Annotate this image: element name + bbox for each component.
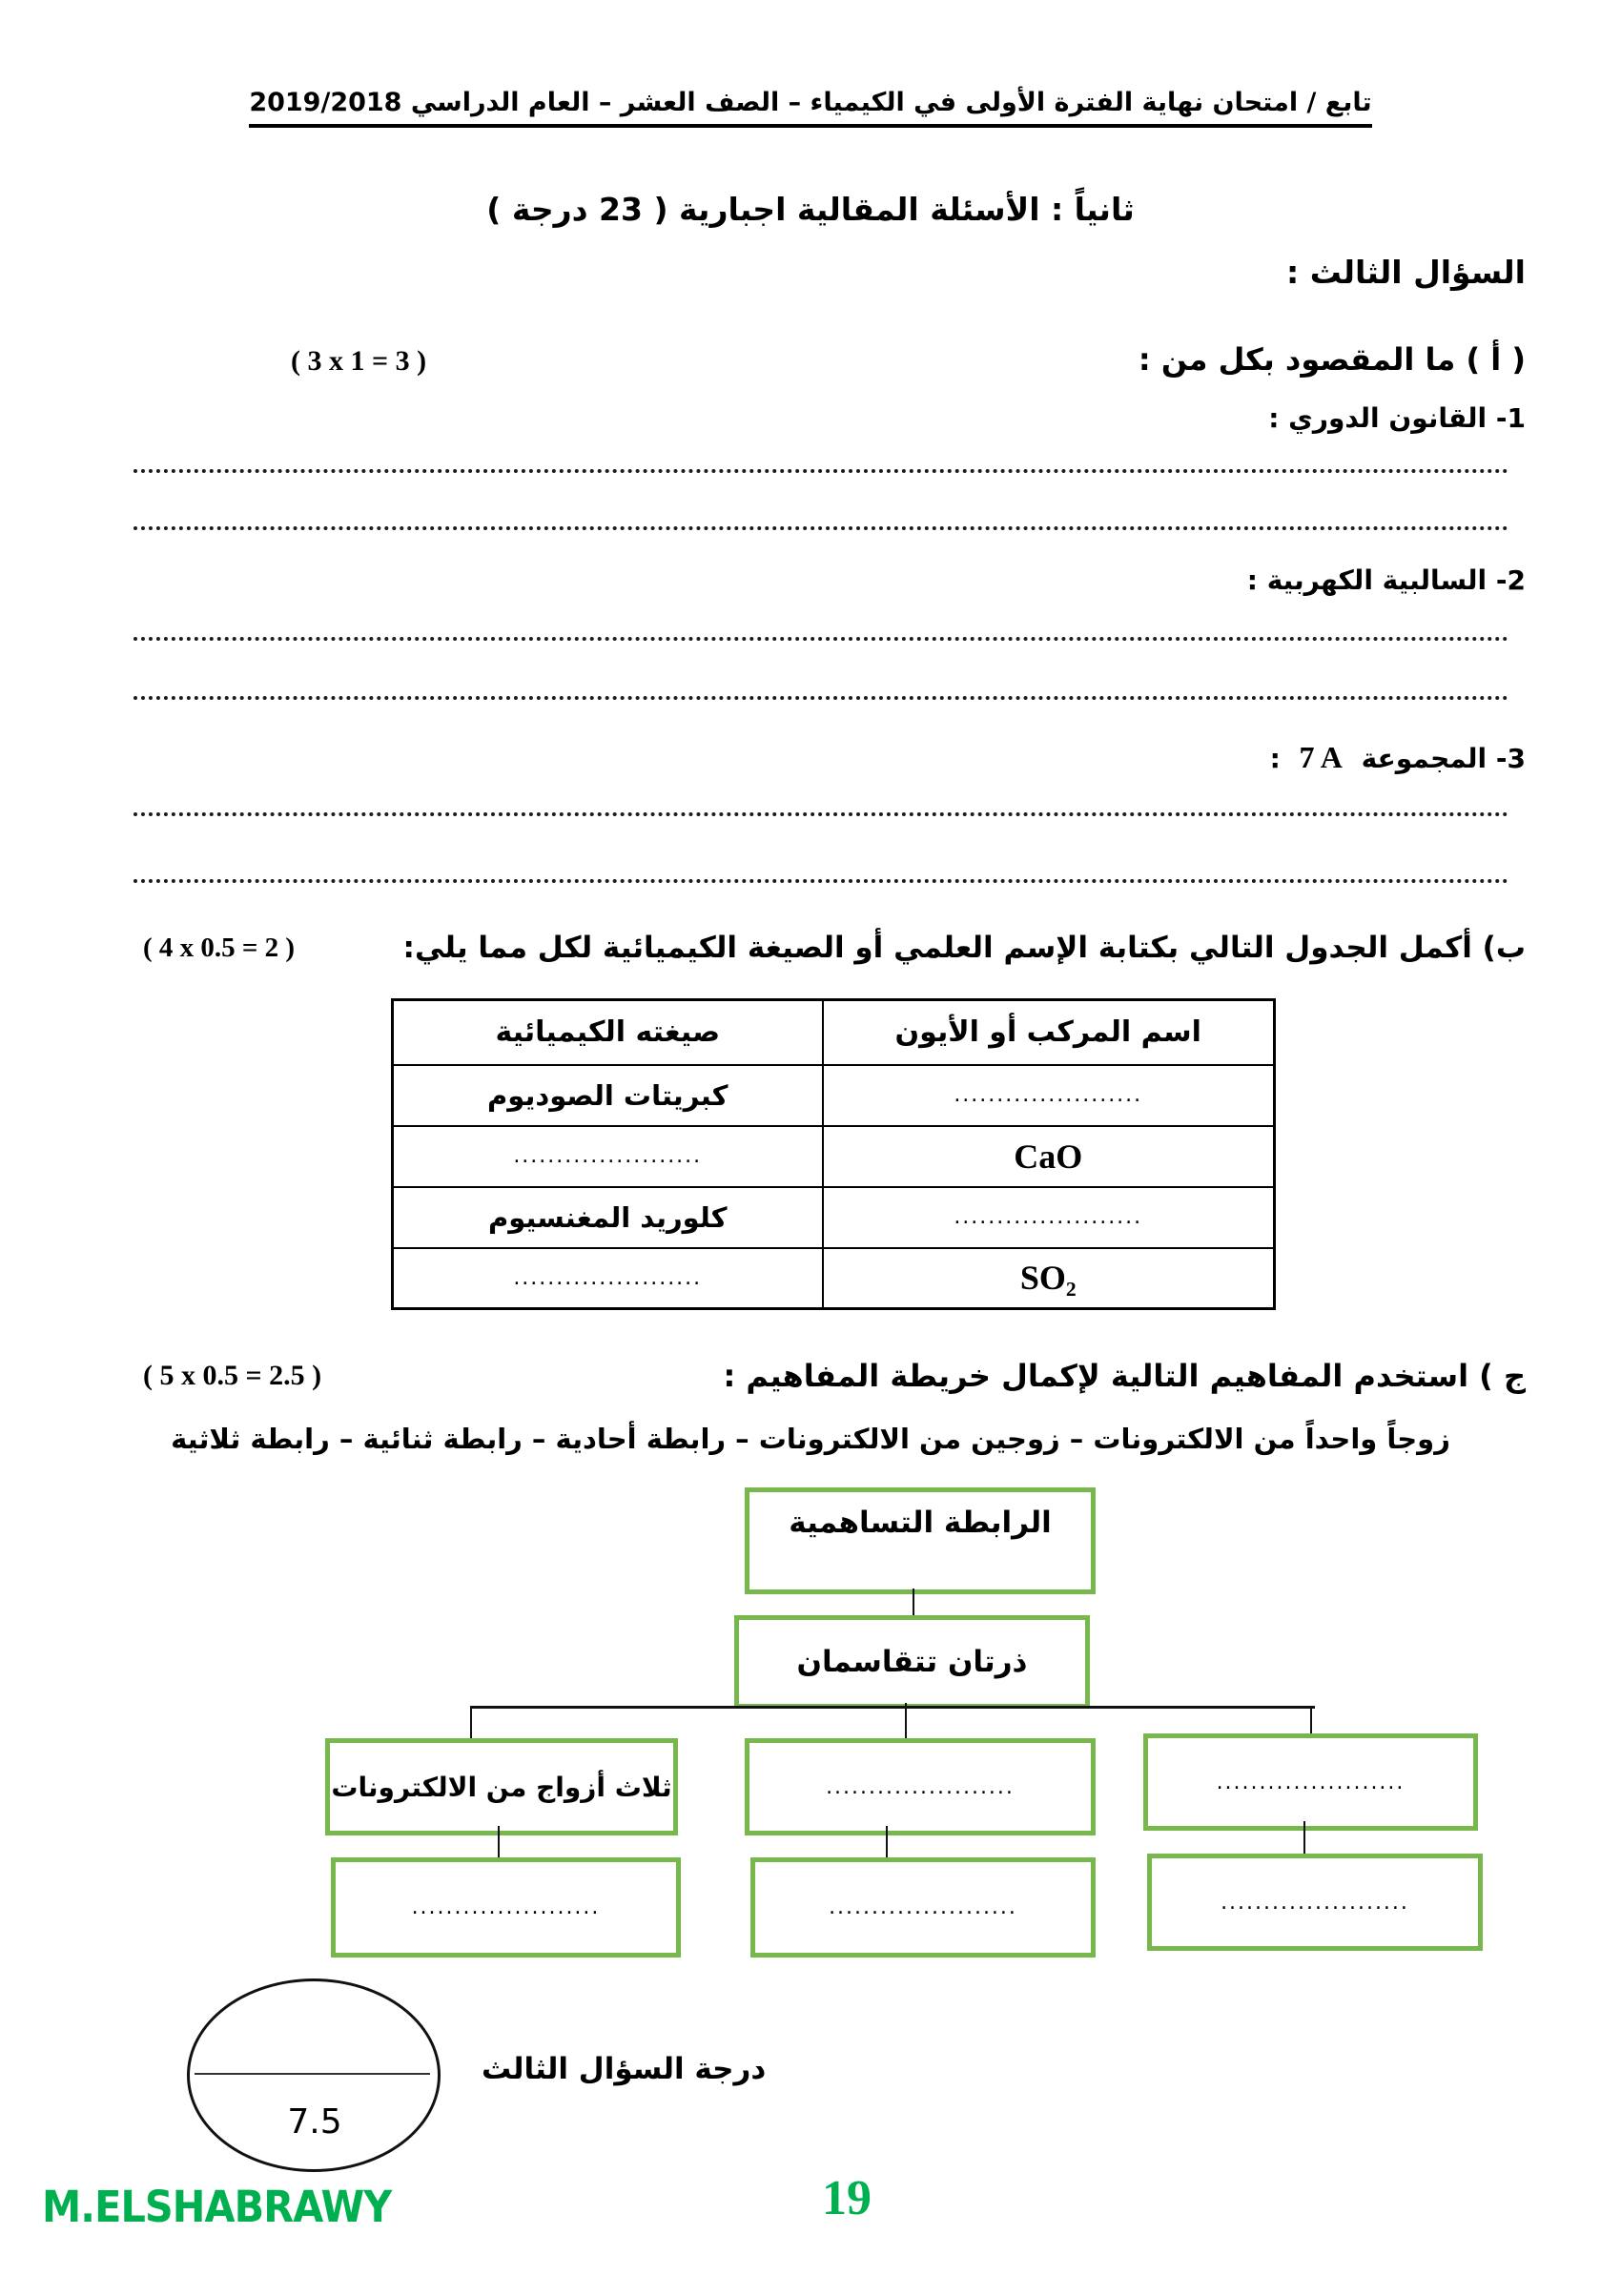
answer-line — [133, 637, 1508, 641]
connector-line — [498, 1826, 500, 1857]
map-leaf-1-blank: ...................... — [411, 1896, 601, 1919]
part-c-heading: ج ) استخدم المفاهيم التالية لإكمال خريطة المفاهيم : — [723, 1358, 1526, 1394]
part-a-item-1: 1- القانون الدوري : — [1268, 402, 1526, 434]
formula-cell: ...................... — [393, 1248, 823, 1309]
map-leaf-2-blank: ...................... — [829, 1896, 1017, 1919]
author-watermark: M.ELSHABRAWY — [42, 2182, 392, 2232]
score-circle-divider — [195, 2073, 430, 2075]
answer-line — [133, 879, 1508, 883]
map-child-box — [734, 1615, 1090, 1709]
table-row — [393, 1126, 1275, 1187]
map-root-label: الرابطة التساهمية — [789, 1506, 1052, 1540]
table-row — [393, 1187, 1275, 1248]
answer-line — [133, 526, 1508, 530]
item3-group-symbol: 7 A — [1299, 740, 1343, 774]
formula-cell: ...................... — [393, 1126, 823, 1187]
part-b-marks: ( 4 x 0.5 = 2 ) — [143, 932, 296, 963]
table-row — [393, 1065, 1275, 1126]
part-c-heading-row — [143, 1358, 1526, 1394]
map-branch-3-blank: ...................... — [1216, 1770, 1406, 1794]
connector-line — [1303, 1821, 1305, 1857]
compound-table — [391, 998, 1276, 1310]
answer-line — [133, 696, 1508, 700]
answer-line — [133, 812, 1508, 816]
name-cell: SO₂ — [823, 1248, 1275, 1309]
map-leaf-box-3 — [1147, 1854, 1483, 1951]
page-number: 19 — [822, 2171, 872, 2225]
connector-line — [470, 1706, 1315, 1709]
map-root-box — [745, 1487, 1096, 1594]
concepts-list-wrap — [0, 1423, 1621, 1455]
item3-prefix: 3- المجموعة — [1361, 743, 1526, 774]
name-cell: ...................... — [823, 1187, 1275, 1248]
map-branch-box-3 — [1143, 1733, 1478, 1831]
map-child-label: ذرتان تتقاسمان — [796, 1645, 1028, 1679]
name-cell: ...................... — [823, 1065, 1275, 1126]
page-header — [0, 88, 1621, 117]
answer-line — [133, 469, 1508, 473]
formula-cell: كبريتات الصوديوم — [393, 1065, 823, 1126]
map-leaf-box-1 — [331, 1857, 681, 1958]
connector-line — [913, 1589, 914, 1615]
table-header-row — [393, 1000, 1275, 1065]
col-header-name: اسم المركب أو الأيون — [823, 1000, 1275, 1065]
score-value: 7.5 — [287, 2102, 342, 2142]
map-branch-box-1 — [325, 1738, 678, 1835]
header-title: تابع / امتحان نهاية الفترة الأولى في الكيمياء – الصف العشر – العام الدراسي 2019/2018 — [249, 88, 1371, 128]
score-circle — [187, 1978, 441, 2172]
connector-line — [886, 1826, 888, 1857]
item3-colon: : — [1269, 743, 1281, 774]
part-a-item-3 — [1270, 740, 1526, 775]
name-cell: CaO — [823, 1126, 1275, 1187]
map-leaf-box-2 — [750, 1857, 1096, 1958]
connector-line — [470, 1706, 472, 1738]
part-c-marks: ( 5 x 0.5 = 2.5 ) — [143, 1360, 322, 1391]
map-leaf-3-blank: ...................... — [1221, 1890, 1409, 1915]
part-a-heading: ( أ ) ما المقصود بكل من : — [1138, 341, 1526, 378]
question3-title: السؤال الثالث : — [1286, 254, 1526, 291]
col-header-formula: صيغته الكيميائية — [393, 1000, 823, 1065]
part-a-item-2: 2- السالبية الكهربية : — [1246, 564, 1526, 596]
part-b-heading-row — [143, 931, 1526, 965]
formula-cell: كلوريد المغنسيوم — [393, 1187, 823, 1248]
map-branch-2-blank: ...................... — [826, 1774, 1015, 1799]
map-branch-1-label: ثلاث أزواج من الالكترونات — [331, 1771, 672, 1803]
section-title: ثانياً : الأسئلة المقالية اجبارية ( 23 درجة ) — [486, 191, 1135, 228]
table-row — [393, 1248, 1275, 1309]
part-a-marks: ( 3 x 1 = 3 ) — [291, 345, 427, 377]
concepts-list: زوجاً واحداً من الالكترونات – زوجين من الالكترونات – رابطة أحادية – رابطة ثنائية – رابطة ثلاثية — [171, 1423, 1450, 1455]
part-b-heading: ب) أكمل الجدول التالي بكتابة الإسم العلمي أو الصيغة الكيميائية لكل مما يلي: — [402, 931, 1526, 965]
section-title-wrap — [0, 191, 1621, 228]
score-label: درجة السؤال الثالث — [482, 2052, 767, 2086]
map-branch-box-2 — [745, 1738, 1096, 1835]
